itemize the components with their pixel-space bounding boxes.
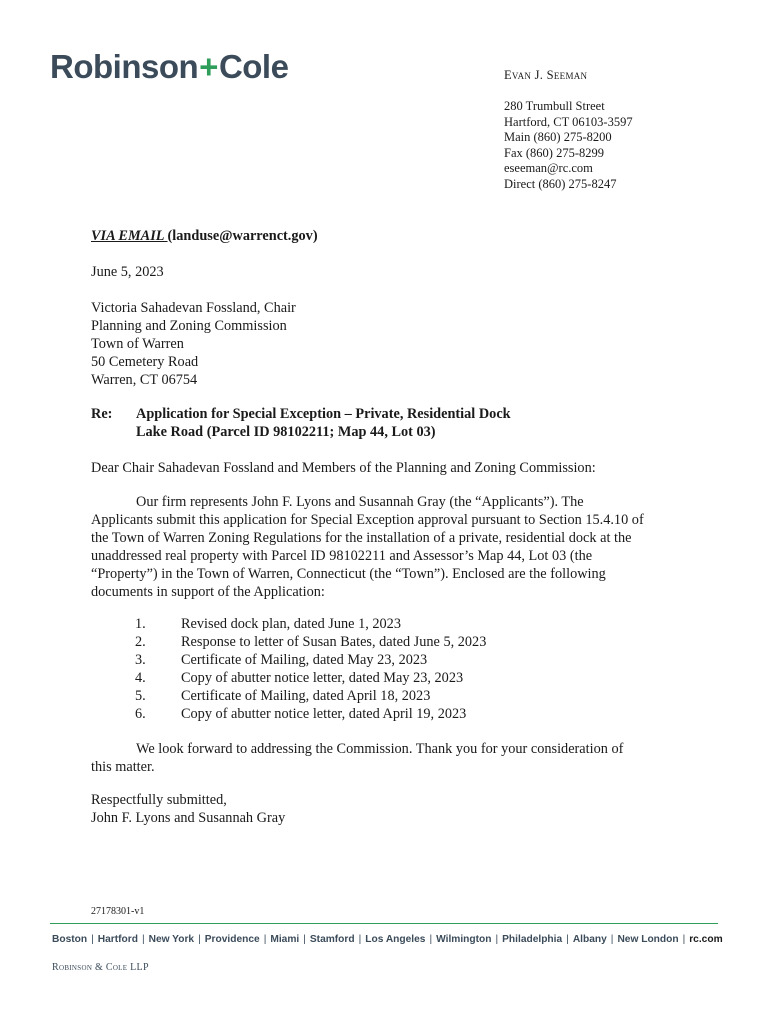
recipient-line: Planning and Zoning Commission [91,318,287,334]
sender-fax: Fax (860) 275-8299 [504,145,604,160]
office-separator: | [263,934,267,945]
list-item-text: Revised dock plan, dated June 1, 2023 [181,616,401,632]
list-item-number: 6. [135,706,146,722]
office-separator: | [198,934,201,945]
firm-name-text: Robinson & Cole LLP [52,962,149,973]
recipient-line: Victoria Sahadevan Fossland, Chair [91,300,296,316]
via-email-label: VIA EMAIL [91,228,168,244]
via-email-address[interactable]: (landuse@warrenct.gov) [167,228,318,244]
office-miami: Miami [270,934,300,945]
sender-email[interactable]: eseeman@rc.com [504,161,593,176]
paragraph-line: the Town of Warren Zoning Regulations for the installation of a private, residential dock at the [91,530,632,546]
letter-date: June 5, 2023 [91,264,164,280]
office-stamford: Stamford [309,934,355,945]
office-separator: | [566,934,569,945]
office-hartford: Hartford [97,934,138,945]
list-item-text: Copy of abutter notice letter, dated April 19, 2023 [181,706,467,722]
recipient-line: 50 Cemetery Road [91,354,199,370]
closing-block [91,791,285,827]
office-separator: | [91,934,94,945]
office-separator: | [495,934,499,945]
list-item-text: Certificate of Mailing, dated April 18, 2023 [181,688,431,704]
list-item-text: Certificate of Mailing, dated May 23, 2023 [181,652,428,668]
salutation: Dear Chair Sahadevan Fossland and Members of the Planning and Zoning Commission: [91,460,596,476]
firm-name-footer [52,962,149,973]
body-paragraph-2 [91,740,623,776]
office-boston: Boston [52,934,88,945]
footer-divider [50,923,718,924]
list-item-text: Response to letter of Susan Bates, dated June 5, 2023 [181,634,487,650]
office-separator: | [610,934,614,945]
list-item-number: 5. [135,688,146,704]
paragraph-line: Our firm represents John F. Lyons and Susannah Gray (the “Applicants”). The [136,494,584,510]
office-new-london: New London [617,934,679,945]
sender-name-text: Evan J. Seeman [504,68,588,82]
delivery-method [91,227,318,245]
logo-text-left: Robinson [50,48,199,85]
sender-main-phone: Main (860) 275-8200 [504,130,612,145]
body-paragraph-1 [91,493,691,601]
office-separator: | [141,934,145,945]
sender-contact-block [504,99,633,193]
closing-phrase: Respectfully submitted, [91,792,227,808]
sender-name [504,68,587,83]
subject-line: Lake Road (Parcel ID 98102211; Map 44, Lot 03) [136,424,436,440]
office-albany: Albany [572,934,607,945]
logo-plus: + [199,48,218,85]
list-item-number: 4. [135,670,146,686]
office-separator: | [358,934,362,945]
office-separator: | [429,934,433,945]
office-providence: Providence [204,934,260,945]
document-id: 27178301-v1 [91,906,145,917]
logo-text-right: Cole [218,48,289,85]
recipient-address [91,299,296,389]
recipient-line: Town of Warren [91,336,184,352]
sender-city: Hartford, CT 06103-3597 [504,114,633,129]
paragraph-line: We look forward to addressing the Commission. Thank you for your consideration of [136,741,624,757]
website-link[interactable]: rc.com [689,934,723,945]
paragraph-line: “Property”) in the Town of Warren, Connecticut (the “Town”). Enclosed are the following [91,566,606,582]
office-wilmington: Wilmington [436,934,492,945]
sender-direct-phone: Direct (860) 275-8247 [504,176,617,191]
list-item-number: 2. [135,634,146,650]
office-separator: | [682,934,686,945]
list-item-number: 1. [135,616,146,632]
list-item-number: 3. [135,652,146,668]
office-locations [52,934,723,945]
office-los-angeles: Los Angeles [365,934,426,945]
office-separator: | [303,934,306,945]
list-item-text: Copy of abutter notice letter, dated May 23, 2023 [181,670,464,686]
sender-street: 280 Trumbull Street [504,99,605,113]
subject-line: Application for Special Exception – Private, Residential Dock [136,406,511,422]
paragraph-line: this matter. [91,759,155,775]
office-new-york: New York [148,934,195,945]
office-philadelphia: Philadelphia [502,934,563,945]
signers: John F. Lyons and Susannah Gray [91,810,286,826]
recipient-line: Warren, CT 06754 [91,372,198,388]
paragraph-line: Applicants submit this application for Special Exception approval pursuant to Section 15.4.10 of [91,512,644,528]
subject-label: Re: [91,406,113,422]
paragraph-line: unaddressed real property with Parcel ID 98102211 and Assessor’s Map 44, Lot 03 (the [91,548,593,564]
firm-logo [50,48,288,86]
paragraph-line: documents in support of the Application: [91,584,325,600]
